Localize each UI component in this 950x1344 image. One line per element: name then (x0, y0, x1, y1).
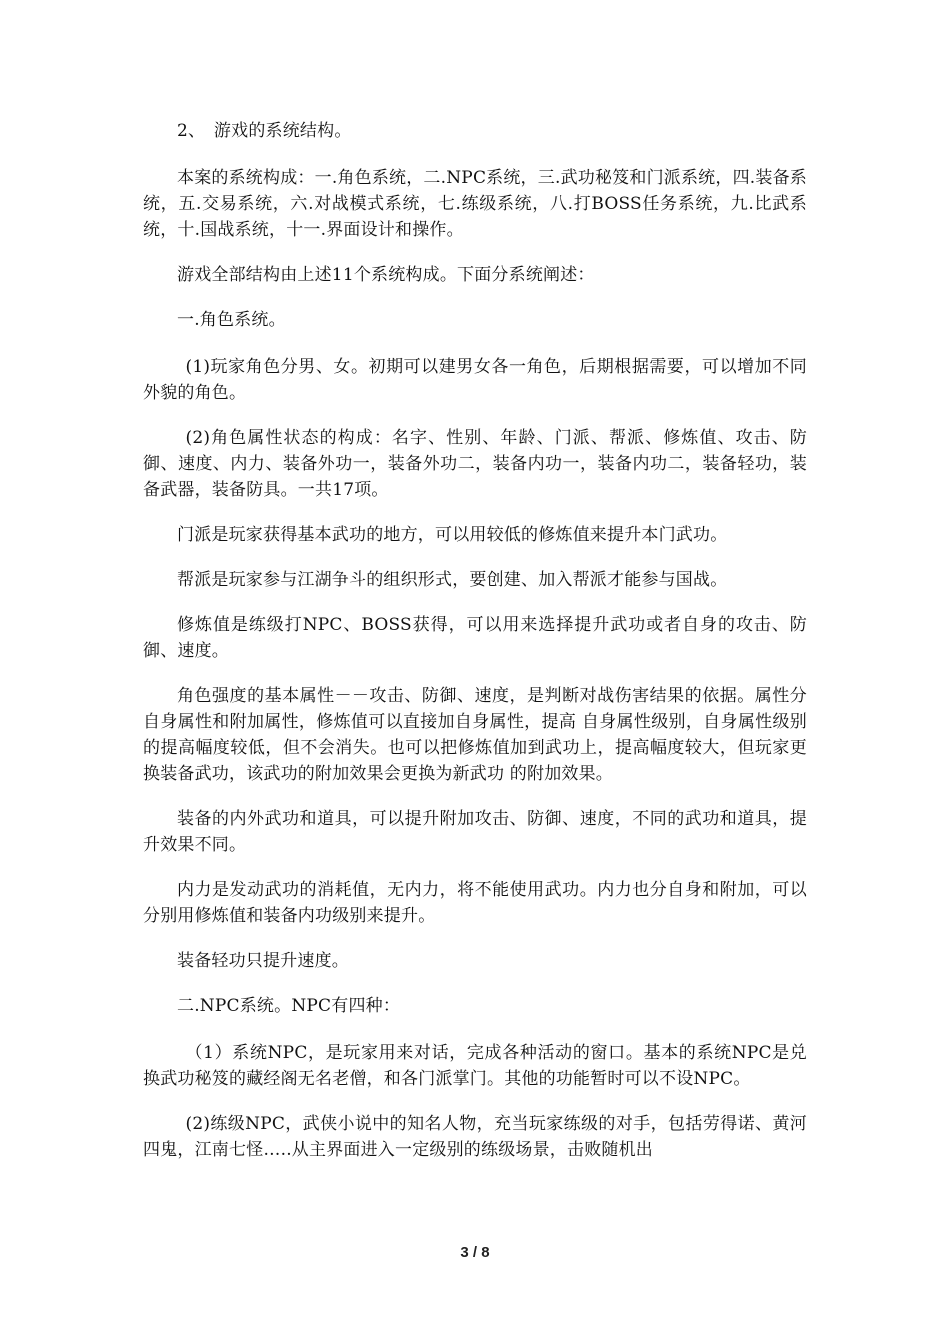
list-item: (2)练级NPC，武侠小说中的知名人物，充当玩家练级的对手，包括劳得诺、黄河四鬼，江南七怪…..从主界面进入一定级别的练级场景，击败随机出 (143, 1114, 807, 1160)
paragraph: 修炼值是练级打NPC、BOSS获得，可以用来选择提升武功或者自身的攻击、防御、速度。 (143, 615, 807, 661)
paragraph: 帮派是玩家参与江湖争斗的组织形式，要创建、加入帮派才能参与国战。 (177, 570, 728, 590)
section-heading: 2、 游戏的系统结构。 (177, 121, 352, 141)
list-item: （1）系统NPC，是玩家用来对话，完成各种活动的窗口。基本的系统NPC是兑换武功秘笈的藏经阁无名老僧，和各门派掌门。其他的功能暂时可以不设NPC。 (143, 1043, 807, 1089)
list-item: (2)角色属性状态的构成：名字、性别、年龄、门派、帮派、修炼值、攻击、防御、速度、内力、装备外功一，装备外功二，装备内功一，装备内功二，装备轻功，装备武器，装备防具。一共17项。 (143, 428, 807, 500)
paragraph: 装备轻功只提升速度。 (177, 951, 349, 971)
paragraph: 门派是玩家获得基本武功的地方，可以用较低的修炼值来提升本门武功。 (177, 525, 728, 545)
list-item: (1)玩家角色分男、女。初期可以建男女各一角色，后期根据需要，可以增加不同外貌的角色。 (143, 357, 807, 403)
paragraph: 游戏全部结构由上述11个系统构成。下面分系统阐述： (177, 265, 595, 285)
paragraph: 内力是发动武功的消耗值，无内力，将不能使用武功。内力也分自身和附加，可以分别用修炼值和装备内功级别来提升。 (143, 880, 807, 926)
subsection-heading: 一.角色系统。 (177, 310, 286, 330)
document-body (143, 118, 807, 1182)
paragraph: 本案的系统构成：一.角色系统，二.NPC系统，三.武功秘笈和门派系统，四.装备系统，五.交易系统，六.对战模式系统，七.练级系统，八.打BOSS任务系统，九.比武系统，十.国战系统，十一.界面设计和操作。 (143, 168, 807, 240)
page-number: 3 / 8 (460, 1244, 490, 1261)
paragraph: 角色强度的基本属性－－攻击、防御、速度，是判断对战伤害结果的依据。属性分自身属性和附加属性，修炼值可以直接加自身属性，提高 自身属性级别，自身属性级别的提高幅度较低，但不会消失。也可以把修炼值加到武功上，提高幅度较大，但玩家更换装备武功，该武功的附加效果会更换为新武功 的附加效果。 (143, 686, 807, 784)
subsection-heading: 二.NPC系统。NPC有四种： (177, 996, 401, 1016)
paragraph: 装备的内外武功和道具，可以提升附加攻击、防御、速度，不同的武功和道具，提升效果不同。 (143, 809, 807, 855)
